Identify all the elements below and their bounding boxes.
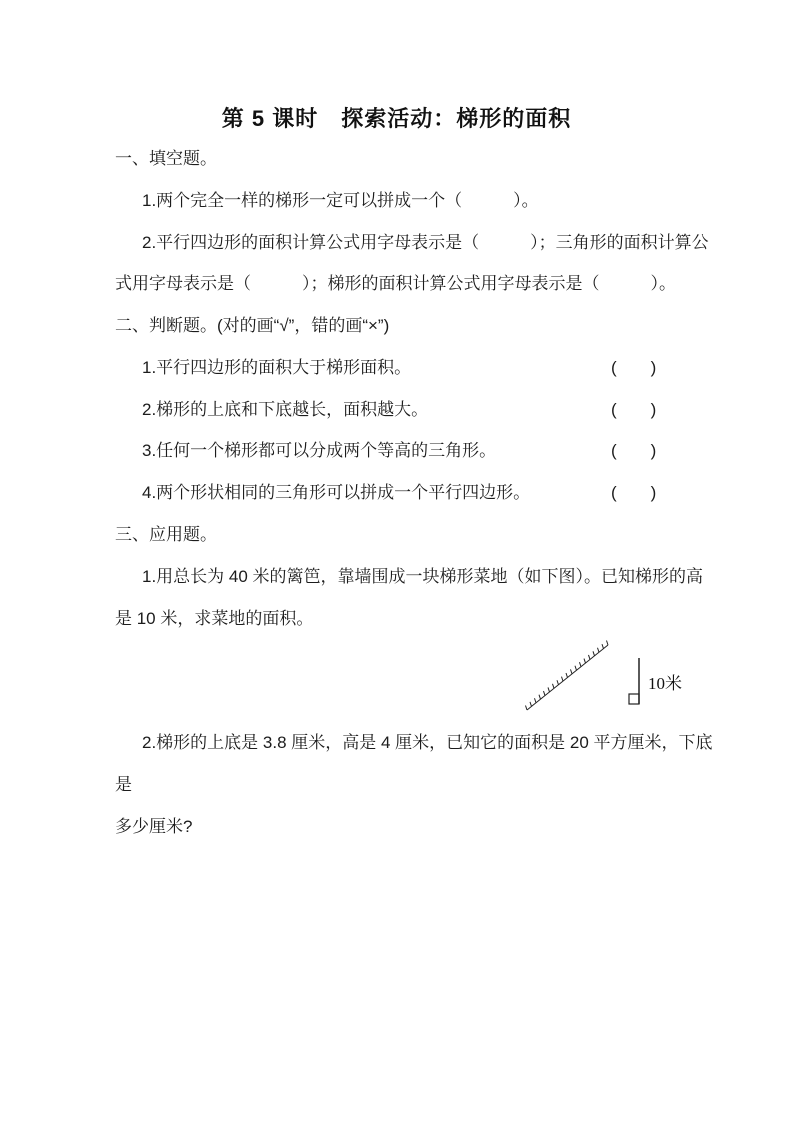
apply-section-heading: 三、应用题。 (115, 525, 217, 544)
judge-item-4-answer-blank: ( ) (611, 483, 657, 502)
judge-item-2-answer-blank: ( ) (611, 400, 657, 419)
judge-item-4-text: 4.两个形状相同的三角形可以拼成一个平行四边形。 (142, 483, 531, 502)
judge-item-3-text: 3.任何一个梯形都可以分成两个等高的三角形。 (142, 441, 497, 460)
judge-item-3-answer-blank: ( ) (611, 441, 657, 460)
judge-item-2-text: 2.梯形的上底和下底越长，面积越大。 (142, 400, 429, 419)
apply-q2-line3: 多少厘米? (115, 817, 193, 836)
height-label: 10米 (648, 674, 682, 693)
apply-q1-line2: 是 10 米，求菜地的面积。 (115, 609, 314, 628)
judge-section-heading: 二、判断题。(对的画“√”，错的画“×”) (115, 316, 390, 335)
fill-section-heading: 一、填空题。 (115, 149, 217, 168)
apply-q1-line1: 1.用总长为 40 米的篱笆，靠墙围成一块梯形菜地（如下图）。已知梯形的高 (142, 567, 704, 586)
fill-q2-line1: 2.平行四边形的面积计算公式用字母表示是（ ）；三角形的面积计算公 (142, 233, 709, 252)
apply-q2-line1: 2.梯形的上底是 3.8 厘米，高是 4 厘米，已知它的面积是 20 平方厘米，下底 (142, 733, 713, 752)
trapezoid-figure (510, 635, 695, 717)
wall-hatch-group (526, 641, 609, 711)
fill-q1-text: 1.两个完全一样的梯形一定可以拼成一个（ ）。 (142, 191, 539, 210)
judge-item-1-answer-blank: ( ) (611, 358, 657, 377)
judge-item-1-text: 1.平行四边形的面积大于梯形面积。 (142, 358, 412, 377)
page-title: 第 5 课时 探索活动：梯形的面积 (221, 106, 572, 131)
fill-q2-line2: 式用字母表示是（ ）；梯形的面积计算公式用字母表示是（ ）。 (115, 274, 676, 293)
apply-q2-line2: 是 (115, 775, 132, 794)
right-angle-mark (629, 694, 639, 704)
